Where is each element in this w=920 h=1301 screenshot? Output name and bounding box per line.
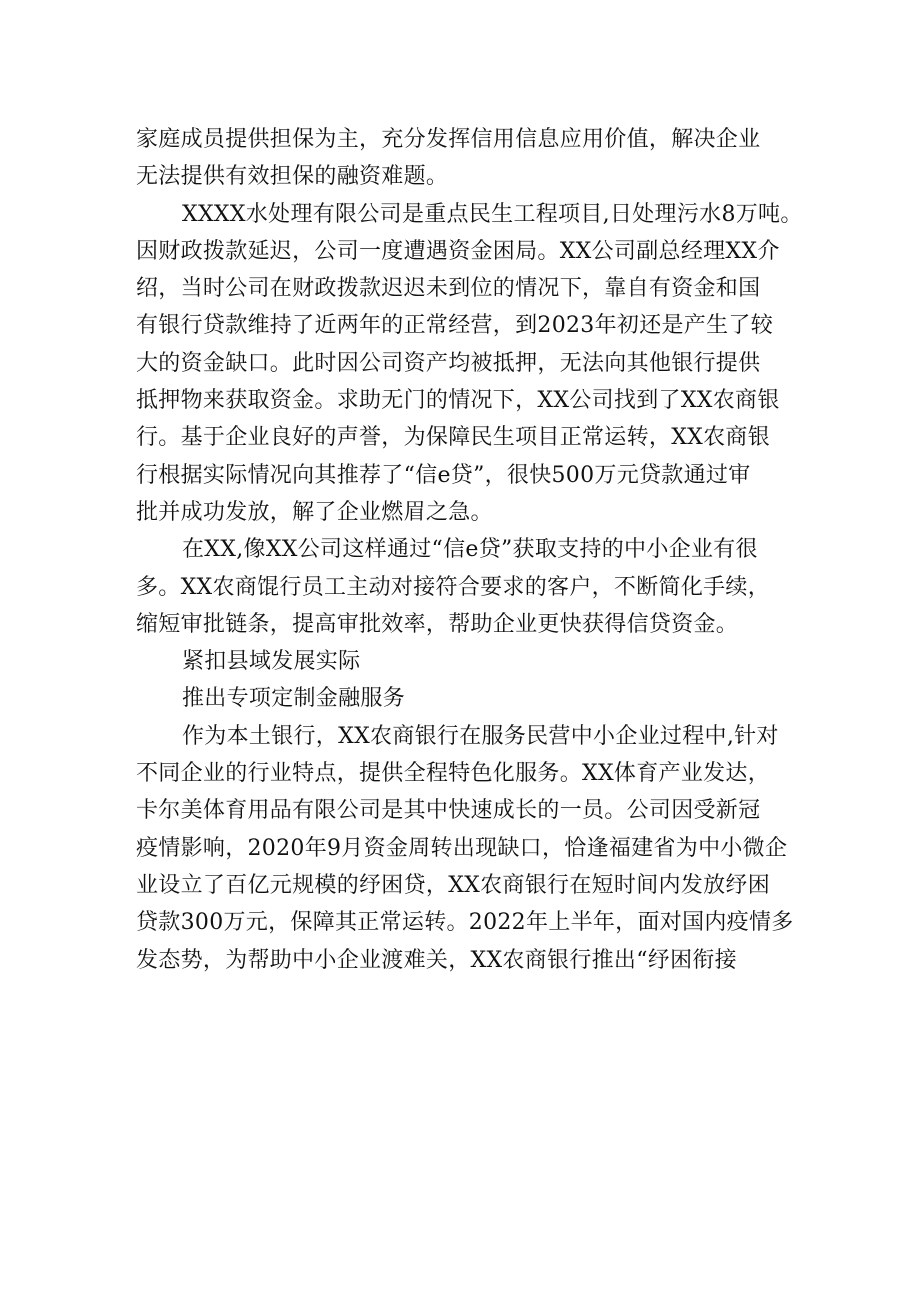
section-heading: 紧扣县域发展实际 [182,649,361,675]
body-line: 多。XX农商馄行员工主动对接符合要求的客户，不断简化手续， [136,574,771,600]
body-line: 发态势，为帮助中小企业渡难关，XX农商银行推出“纾困衔接 [136,947,737,973]
body-line: 大的资金缺口。此时因公司资产均被抵押，无法向其他银行提供 [136,350,761,376]
body-line: 家庭成员提供担保为主，充分发挥信用信息应用价值，解决企业 [136,127,761,152]
body-line: 行。基于企业良好的声誉，为保障民生项目正常运转，XX农商银 [136,425,771,451]
body-line: 绍，当时公司在财政拨款迟迟未到位的情况下，靠自有资金和国 [136,276,761,302]
paragraph-start: XXXX水处理有限公司是重点民生工程项目,日处理污水8万吨。 [182,201,803,227]
body-line: 缩短审批链条，提高审批效率，帮助企业更快获得信贷资金。 [136,611,739,637]
body-line: 有银行贷款维持了近两年的正常经营，到2023年初还是产生了较 [136,313,773,339]
body-line: 因财政拨款延迟，公司一度遭遇资金困局。XX公司副总经理XX介 [136,238,780,264]
section-subheading: 推出专项定制金融服务 [182,686,406,712]
body-line: 贷款300万元，保障其正常运转。2022年上半年，面对国内疫情多 [136,910,794,936]
body-line: 疫情影响，2020年9月资金周转出现缺口，恰逢福建省为中小微企 [136,835,788,861]
document-body [136,121,803,979]
body-line: 行根据实际情况向其推荐了“信e贷”，很快500万元贷款通过审 [136,462,751,488]
paragraph-start: 作为本土银行，XX农商银行在服务民营中小企业过程中,针对 [182,723,779,749]
body-line: 批并成功发放，解了企业燃眉之急。 [136,499,493,525]
body-line: 抵押物来获取资金。求助无门的情况下，XX公司找到了XX农商银 [136,388,780,414]
body-line: 卡尔美体育用品有限公司是其中快速成长的一员。公司因受新冠 [136,798,761,824]
paragraph-start: 在XX,像XX公司这样通过“信e贷”获取支持的中小企业有很 [182,537,758,563]
body-line: 无法提供有效担保的融资难题。 [136,164,449,190]
body-line: 业设立了百亿元规模的纾困贷，XX农商银行在短时间内发放纾困 [136,872,771,898]
body-line: 不同企业的行业特点，提供全程特色化服务。XX体育产业发达， [136,761,771,787]
